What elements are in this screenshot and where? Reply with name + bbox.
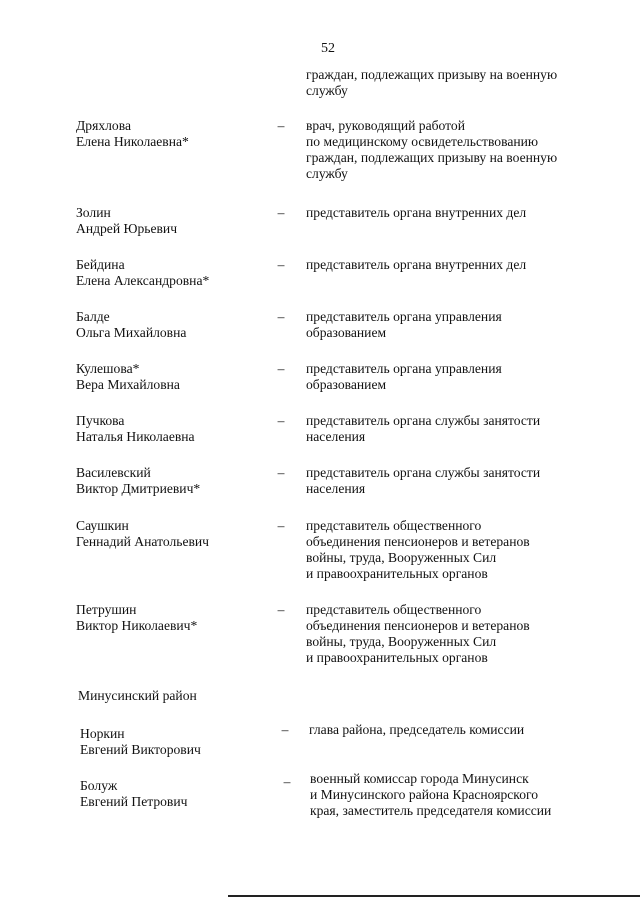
role-line: войны, труда, Вооруженных Сил <box>306 550 497 565</box>
role-line: представитель органа внутренних дел <box>306 257 527 272</box>
member-surname: Болуж <box>80 778 118 793</box>
member-role <box>306 361 502 393</box>
role-line: глава района, председатель комиссии <box>309 722 525 737</box>
dash-separator: – <box>277 361 285 376</box>
member-given-names: Виктор Дмитриевич* <box>76 481 201 496</box>
member-surname: Петрушин <box>76 602 137 617</box>
dash-separator: – <box>277 118 285 133</box>
role-line: края, заместитель председателя комиссии <box>310 803 552 818</box>
role-line: службу <box>306 166 348 181</box>
role-line: объединения пенсионеров и ветеранов <box>306 618 530 633</box>
member-role <box>306 205 526 221</box>
member-role <box>306 602 530 666</box>
member-role <box>306 518 530 582</box>
member-given-names: Елена Николаевна* <box>76 134 189 149</box>
role-line: объединения пенсионеров и ветеранов <box>306 534 530 549</box>
member-given-names: Андрей Юрьевич <box>76 221 178 236</box>
member-surname: Золин <box>76 205 111 220</box>
footer-rule <box>228 895 640 897</box>
member-name <box>76 518 209 550</box>
member-role <box>309 722 524 738</box>
member-role <box>306 413 540 445</box>
member-surname: Норкин <box>80 726 125 741</box>
dash-separator: – <box>277 518 285 533</box>
member-name <box>76 602 197 634</box>
role-line: представитель органа внутренних дел <box>306 205 527 220</box>
member-surname: Бейдина <box>76 257 125 272</box>
role-line: войны, труда, Вооруженных Сил <box>306 634 497 649</box>
dash-separator: – <box>281 722 289 737</box>
member-name <box>80 778 187 810</box>
role-line: и правоохранительных органов <box>306 650 488 665</box>
member-role <box>306 309 502 341</box>
member-given-names: Виктор Николаевич* <box>76 618 198 633</box>
role-line: представитель органа управления <box>306 361 502 376</box>
member-surname: Саушкин <box>76 518 129 533</box>
member-surname: Кулешова* <box>76 361 140 376</box>
dash-separator: – <box>277 257 285 272</box>
role-line: представитель общественного <box>306 518 482 533</box>
district-heading: Минусинский район <box>78 688 197 703</box>
continuation-line: граждан, подлежащих призыву на военную <box>306 67 558 82</box>
member-name <box>76 257 209 289</box>
role-line: граждан, подлежащих призыву на военную <box>306 150 558 165</box>
role-line: и Минусинского района Красноярского <box>310 787 539 802</box>
member-name <box>76 465 200 497</box>
dash-separator: – <box>277 413 285 428</box>
member-given-names: Евгений Петрович <box>80 794 188 809</box>
member-given-names: Наталья Николаевна <box>76 429 195 444</box>
role-line: представитель общественного <box>306 602 482 617</box>
role-line: врач, руководящий работой <box>306 118 465 133</box>
member-name <box>76 413 195 445</box>
role-line: представитель органа управления <box>306 309 502 324</box>
role-line: образованием <box>306 325 387 340</box>
continuation-line: службу <box>306 83 348 98</box>
role-line: представитель органа службы занятости <box>306 465 541 480</box>
member-role <box>306 118 557 182</box>
member-surname: Дряхлова <box>76 118 131 133</box>
member-surname: Балде <box>76 309 110 324</box>
member-name <box>76 118 189 150</box>
member-name <box>80 726 201 758</box>
dash-separator: – <box>277 205 285 220</box>
member-role <box>306 465 540 497</box>
member-name <box>76 309 186 341</box>
role-line: образованием <box>306 377 387 392</box>
member-given-names: Елена Александровна* <box>76 273 210 288</box>
role-line: военный комиссар города Минусинск <box>310 771 529 786</box>
role-line: населения <box>306 429 366 444</box>
page-number: 52 <box>321 41 335 56</box>
member-given-names: Евгений Викторович <box>80 742 201 757</box>
role-line: и правоохранительных органов <box>306 566 488 581</box>
dash-separator: – <box>277 309 285 324</box>
member-name <box>76 205 177 237</box>
member-given-names: Геннадий Анатольевич <box>76 534 210 549</box>
member-surname: Василевский <box>76 465 151 480</box>
member-role <box>306 257 526 273</box>
role-line: населения <box>306 481 366 496</box>
dash-separator: – <box>277 465 285 480</box>
member-surname: Пучкова <box>76 413 125 428</box>
member-given-names: Ольга Михайловна <box>76 325 187 340</box>
member-name <box>76 361 180 393</box>
role-line: представитель органа службы занятости <box>306 413 541 428</box>
member-role <box>310 771 551 819</box>
member-given-names: Вера Михайловна <box>76 377 180 392</box>
dash-separator: – <box>283 774 291 789</box>
role-line: по медицинскому освидетельствованию <box>306 134 539 149</box>
continuation-text <box>306 67 557 99</box>
dash-separator: – <box>277 602 285 617</box>
